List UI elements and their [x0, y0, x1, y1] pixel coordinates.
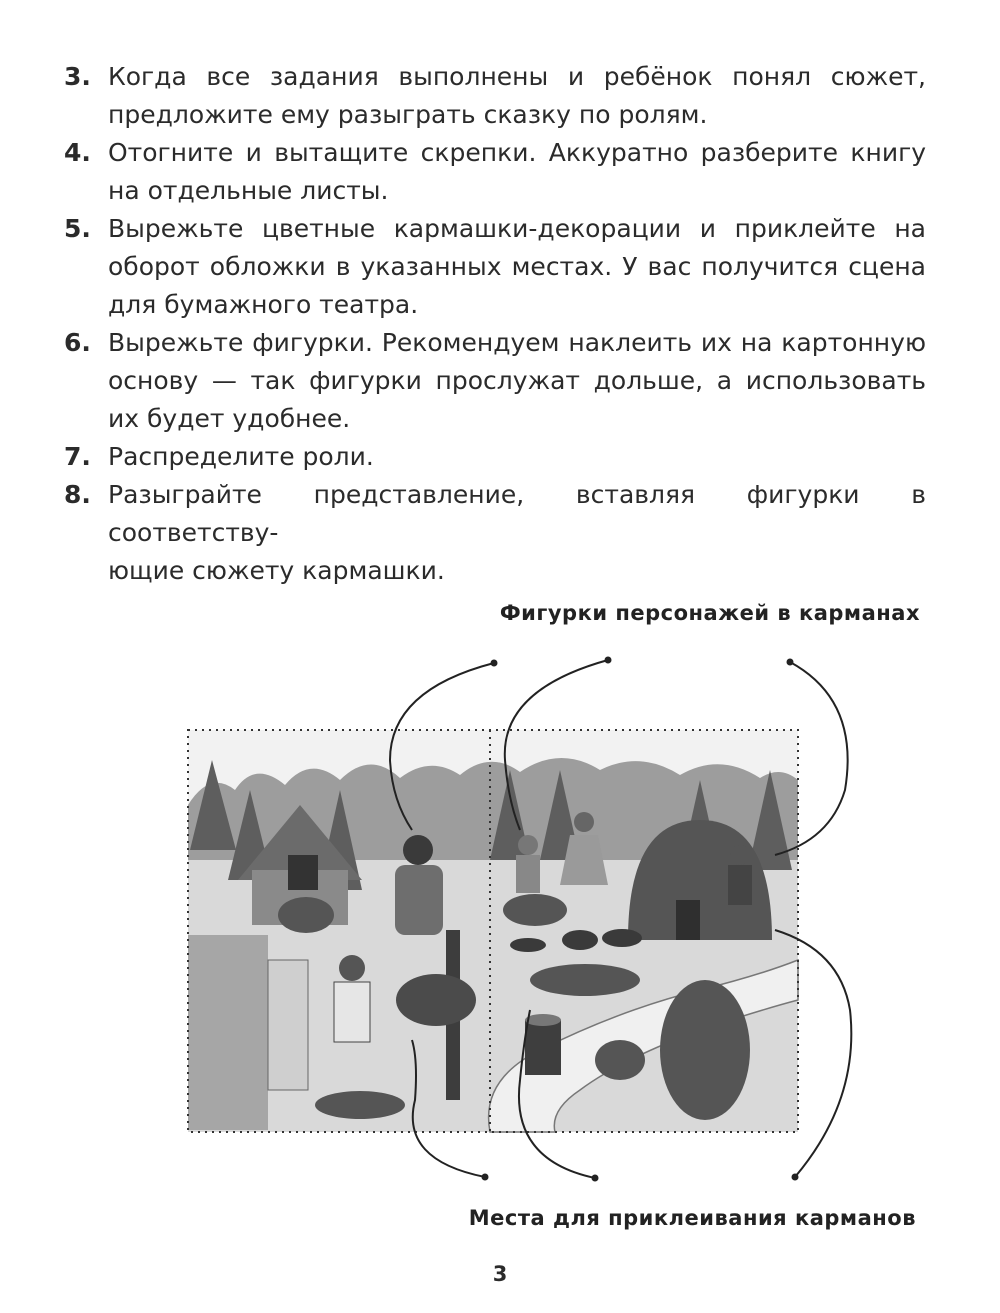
step-5	[64, 210, 926, 324]
tree-stump	[525, 1014, 561, 1075]
step-text-line: Разыграйте представление, вставляя фигурки в соответству-	[108, 480, 926, 547]
step-7	[64, 438, 926, 476]
step-text-line: Отогните и вытащите скрепки. Аккуратно разберите книгу	[108, 138, 926, 167]
step-text-line: Распределите роли.	[108, 442, 374, 471]
step-number: 3.	[64, 62, 91, 91]
step-text-line: Вырежьте цветные кармашки-декорации и приклейте на	[108, 214, 926, 243]
step-number: 8.	[64, 480, 91, 509]
step-text-line: для бумажного театра.	[108, 290, 419, 319]
page-number: 3	[492, 1262, 508, 1286]
step-text-line: ющие сюжету кармашки.	[108, 556, 445, 585]
arrow-dots-bottom	[482, 1174, 799, 1182]
step-text-line: их будет удобнее.	[108, 404, 351, 433]
step-text-line: основу — так фигурки прослужат дольше, а использовать	[108, 366, 926, 395]
arrow-dots-top	[491, 657, 794, 667]
step-text-line: оборот обложки в указанных местах. У вас получится сцена	[108, 252, 926, 281]
step-text-line: Когда все задания выполнены и ребёнок понял сюжет,	[108, 62, 926, 91]
step-8	[64, 476, 926, 590]
step-text-line: предложите ему разыграть сказку по ролям.	[108, 100, 708, 129]
step-number: 7.	[64, 442, 91, 471]
caption-pocket-places: Места для приклеивания карманов	[468, 1206, 916, 1230]
step-text-line: Вырежьте фигурки. Рекомендуем наклеить их на картонную	[108, 328, 926, 357]
caption-figures-in-pockets: Фигурки персонажей в карманах	[499, 601, 920, 625]
step-4	[64, 134, 926, 210]
step-6	[64, 324, 926, 438]
step-text-line: на отдельные листы.	[108, 176, 389, 205]
step-3	[64, 58, 926, 134]
theater-scene-illustration	[0, 640, 1000, 1240]
step-number: 6.	[64, 328, 91, 357]
instruction-list	[64, 58, 926, 590]
step-number: 5.	[64, 214, 91, 243]
step-number: 4.	[64, 138, 91, 167]
